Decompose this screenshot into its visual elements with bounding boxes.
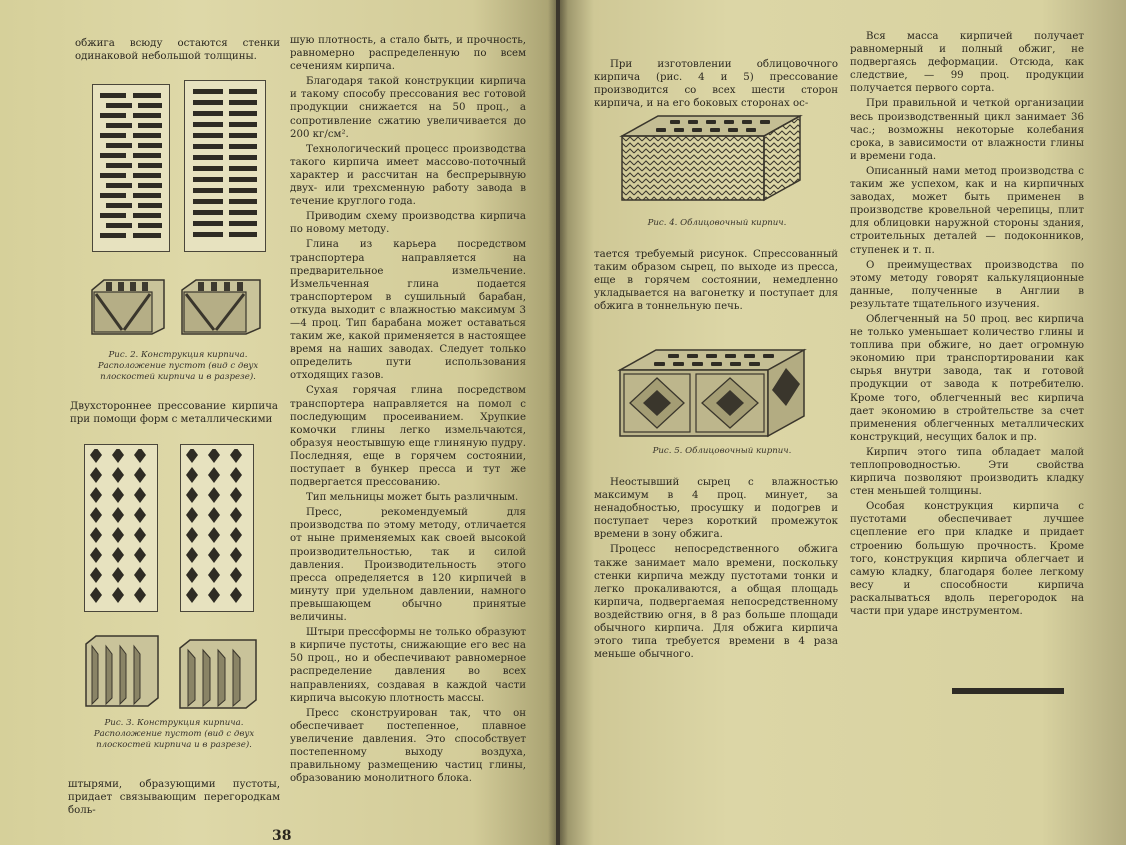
- fig2-section-a: [88, 276, 168, 336]
- right-page: [560, 0, 1126, 845]
- fig3-section-a: [84, 634, 160, 708]
- right-col2-text: Вся масса кирпичей получает равномерный и полный обжиг, не подвергаясь деформации. Отсюда, как следствие, — 99 проц. продукции получается первого сорта. При правильной и четкой организации весь производственный цикл занимает 36 час.; возможны некоторые колебания срока, в зависимости от влажности глины и времени года. Описанный нами метод производства с таким же успехом, как и на кирпичных заводах, может быть применен в производстве кровельной черепицы, плит для облицовки наружной стороны здания, строительных деталей — подоконников, ступенек и т. п. О преимуществах производства по этому методу говорят калькуляционные данные, полученные в Англии в результате тщательного изучения. Облегченный на 50 проц. вес кирпича не только уменьшает количество глины и топлива при обжиге, но дает огромную экономию при транспортировании как сырья внутри завода, так и готовой продукции от завода к потребителю. Кроме того, облегченный вес кирпича дает экономию в стройтельстве за счет применения облегченных металлических конструкций, несущих балок и пр. Кирпич этого типа обладает малой теплопроводностью. Эти свойства кирпича позволяют производить кладку стен меньшей толщины. Особая конструкция кирпича с пустотами обеспечивает лучшее сцепление его при кладке и придает строению большую прочность. Кроме того, конструкция кирпича облегчает и самую кладку, благодаря более легкому весу и способности кирпича раскалываться вдоль перегородок на части при ударе инструментом.: [850, 31, 1084, 618]
- fig2-section-b: [178, 276, 264, 336]
- left-col1-top-text: обжига всюду остаются стенки одинаковой небольшой толщины.: [75, 38, 280, 63]
- right-col1-top-text: При изготовлении облицовочного кирпича (рис. 4 и 5) прессование производится со всех шести сторон кирпича, и на его боковых сторонах ос-: [594, 59, 838, 110]
- fig4-facing-brick: [618, 112, 804, 206]
- fig3-caption: Рис. 3. Конструкция кирпича. Расположение пустот (вид с двух плоскостей кирпича и в разрезе).: [93, 718, 255, 750]
- left-col2-text: шую плотность, а стало быть, и прочность, равномерно распределенную по всем сечениям кирпича. Благодаря такой конструкции кирпича и такому способу прессования вес готовой продукции снижается на 50 проц., а сопротивление сжатию увеличивается до 200 кг/см². Технологический процесс производства такого кирпича имеет массово-поточный характер и рассчитан на беспрерывную двух- или трехсменную работу завода в течение круглого года. Приводим схему производства кирпича по новому методу. Глина из карьера посредством транспортера направляется на предварительное измельчение. Измельченная глина подается транспортером в сушильный барабан, откуда выходит с влажностью максимум 3—4 проц. Тип барабана может оставаться таким же, какой применяется в настоящее время на наших заводах. Следует только определить пути использования отходящих газов. Сухая горячая глина посредством транспортера направляется на помол с последующим просеиванием. Хрупкие комочки глины легко измельчаются, образуя неостывшую еще глиняную пудру. Последняя, еще в горячем состоянии, поступает в бункер пресса и тут же подвергается прессованию. Тип мельницы может быть различным. Пресс, рекомендуемый для производства по этому методу, отличается от ныне применяемых как своей высокой производительностью, так и силой давления. Производительность этого пресса определяется в 120 кирпичей в минуту при удельном давлении, намного превышающем обычно принятые величины. Штыри прессформы не только образуют в кирпиче пустоты, снижающие его вес на 50 проц., но и обеспечивают равномерное распределение давления во всех направлениях, создавая в каждой части кирпича высокую плотность массы. Пресс сконструирован так, что он обеспечивает постепенное, плавное увеличение давления. Это способствует постепенному выходу воздуха, правильному размещению частиц глины, образованию монолитного блока.: [290, 35, 526, 785]
- right-col1-bottom-text: Неостывший сырец с влажностью максимум в 4 проц. минует, за ненадобностью, просушку и подогрев и поступает через короткий промежуток времени в зону обжига. Процесс непосредственного обжига также занимает мало времени, поскольку стенки кирпича между пустотами тонки и легко прокаливаются, а общая площадь кирпича, подвергаемая непосредственному воздействию огня, в 8 раз больше площади обычного кирпича. Для обжига кирпича этого типа требуется времени в 4 раза меньше обычного.: [594, 477, 838, 661]
- fig3-face-b: [180, 444, 254, 612]
- fig5-facing-brick: [616, 346, 808, 442]
- fig2-caption: Рис. 2. Конструкция кирпича. Расположение пустот (вид с двух плоскостей кирпича и в разрезе).: [97, 350, 259, 382]
- right-col1-mid-text: тается требуемый рисунок. Спрессованный таким образом сырец, по выходе из пресса, еще в горячем состоянии, немедленно укладывается на вагонетку и поступает для обжига в тоннельную печь.: [594, 249, 838, 313]
- fig2-face-b: [184, 80, 266, 252]
- fig2-face-a: [92, 84, 170, 252]
- fig3-face-a-diamonds: [85, 445, 157, 611]
- left-col1-mid-text: Двухстороннее прессование кирпича при помощи форм с металлическими: [70, 401, 278, 426]
- fig3-face-b-diamonds: [181, 445, 253, 611]
- fig2-face-b-slots: [185, 81, 265, 251]
- left-page: [0, 0, 556, 845]
- fig3-section-b: [178, 638, 258, 710]
- page-number: 38: [272, 828, 292, 844]
- fig3-face-a: [84, 444, 158, 612]
- fig2-face-a-slots: [93, 85, 169, 251]
- fig4-caption: Рис. 4. Облицовочный кирпич.: [647, 218, 787, 228]
- fig5-caption: Рис. 5. Облицовочный кирпич.: [652, 446, 792, 456]
- end-rule: [952, 688, 1064, 694]
- book-gutter: [548, 0, 568, 845]
- left-col1-bottom-text: штырями, образующими пустоты, придает связывающим перегородкам боль-: [68, 779, 280, 817]
